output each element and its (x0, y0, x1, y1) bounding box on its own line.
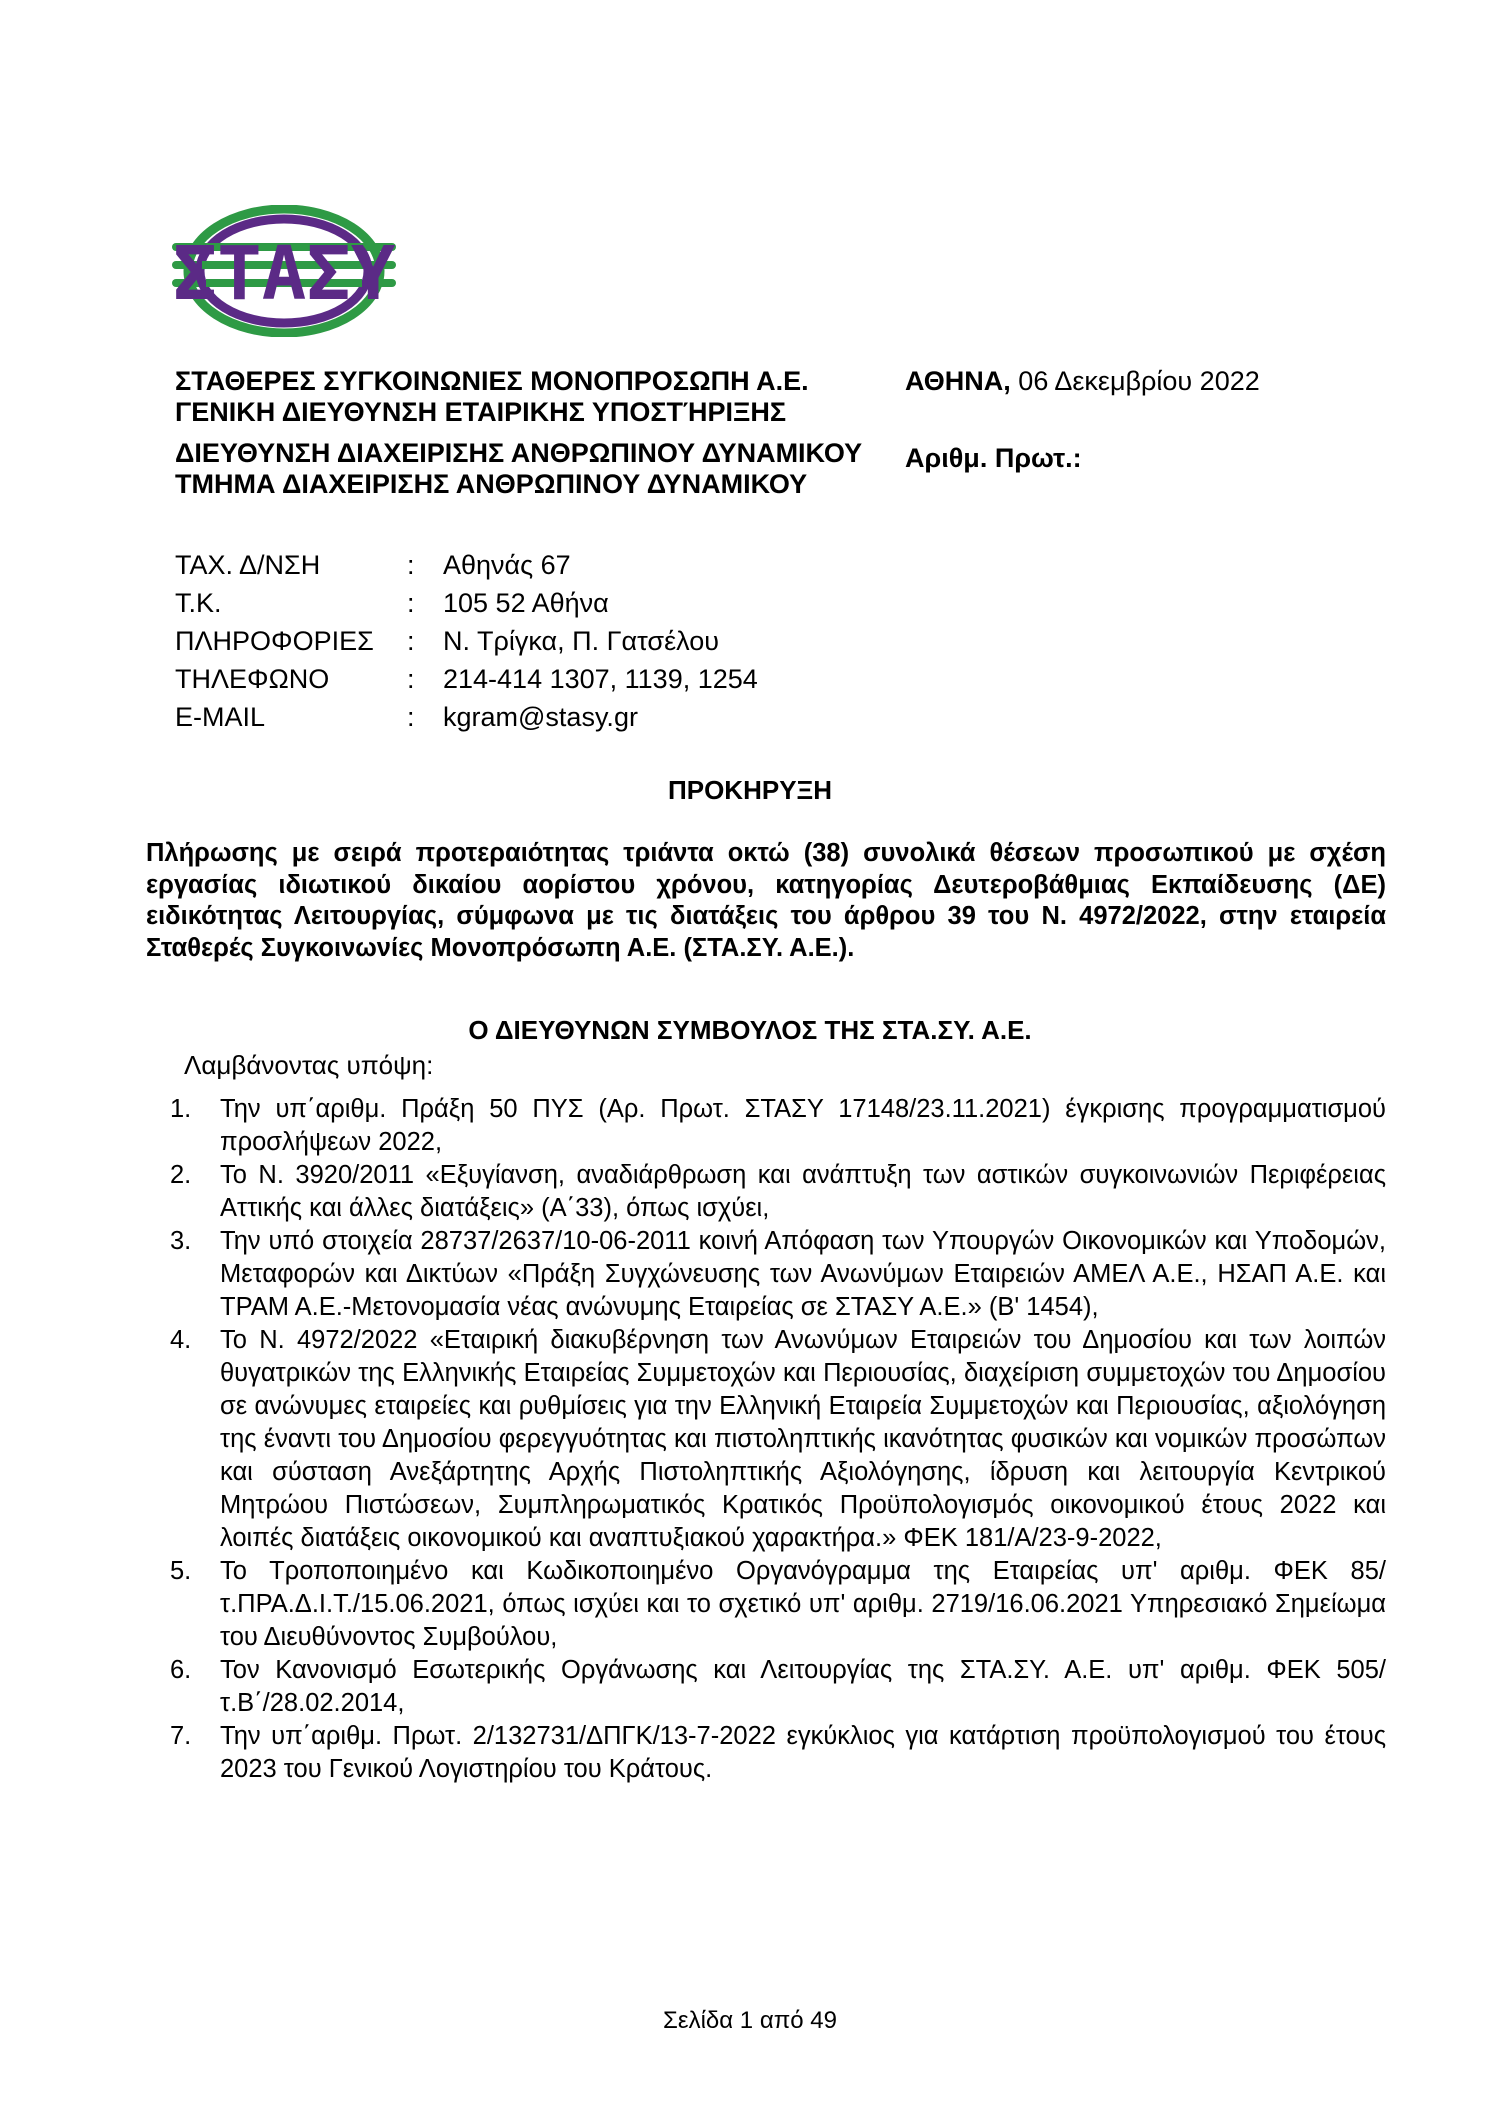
list-item (170, 1093, 1386, 1159)
item-text: Την υπ΄αριθμ. Πρωτ. 2/132731/ΔΠΓΚ/13-7-2022 εγκύκλιος για κατάρτιση προϋπολογισμού του έτους 2023 του Γενικού Λογιστηρίου του Κράτους. (220, 1722, 1386, 1783)
contact-label: Τ.Κ. (175, 587, 222, 618)
contact-email[interactable]: kgram@stasy.gr (443, 701, 638, 732)
list-item (170, 1555, 1386, 1654)
list-item (170, 1324, 1386, 1555)
item-number: 6. (170, 1656, 192, 1684)
org-line: ΣΤΑΘΕΡΕΣ ΣΥΓΚΟΙΝΩΝΙΕΣ ΜΟΝΟΠΡΟΣΩΠΗ Α.Ε. (175, 366, 809, 396)
stasy-logo (172, 205, 396, 337)
contact-value: Ν. Τρίγκα, Π. Γατσέλου (443, 625, 719, 656)
considering-label: Λαμβάνοντας υπόψη: (184, 1050, 434, 1080)
contact-row (175, 660, 758, 698)
contact-row (175, 584, 758, 622)
contact-row (175, 546, 758, 584)
city-label: ΑΘΗΝΑ, (905, 366, 1011, 396)
logo-text: ΣΤΑΣΥ (172, 231, 396, 317)
contact-label: ΤΗΛΕΦΩΝΟ (175, 663, 330, 694)
list-item (170, 1654, 1386, 1720)
item-number: 7. (170, 1722, 192, 1750)
contact-label: E-MAIL (175, 701, 266, 732)
contact-label: ΠΛΗΡΟΦΟΡΙΕΣ (175, 625, 374, 656)
item-number: 5. (170, 1557, 192, 1585)
announcement-title: ΠΡΟΚΗΡΥΞΗ (667, 775, 833, 805)
contact-separator: : (407, 587, 415, 618)
item-text: Το Τροποποιημένο και Κωδικοποιημένο Οργανόγραμμα της Εταιρείας υπ' αριθμ. ΦΕΚ 85/τ.ΠΡΑ.Δ.Ι.Τ./15.06.2021, όπως ισχύει και το σχετικό υπ' αριθμ. 2719/16.06.2021 Υπηρεσιακό Σημείωμα του Διευθύνοντος Συμβούλου, (220, 1557, 1386, 1651)
organization-header (175, 366, 865, 500)
org-line: ΓΕΝΙΚΗ ΔΙΕΥΘΥΝΣΗ ΕΤΑΙΡΙΚΗΣ ΥΠΟΣΤΉΡΙΞΗΣ (175, 397, 787, 427)
protocol-label: Αριθμ. Πρωτ.: (905, 443, 1082, 473)
item-text: Την υπ΄αριθμ. Πράξη 50 ΠΥΣ (Αρ. Πρωτ. ΣΤΑΣΥ 17148/23.11.2021) έγκρισης προγραμματισμού προσλήψεων 2022, (220, 1095, 1386, 1156)
date-block (905, 366, 1260, 474)
contact-separator: : (407, 663, 415, 694)
contact-separator: : (407, 701, 415, 732)
contact-value: Αθηνάς 67 (443, 549, 571, 580)
item-text: Το Ν. 3920/2011 «Εξυγίανση, αναδιάρθρωση και ανάπτυξη των αστικών συγκοινωνιών Περιφέρειας Αττικής και άλλες διατάξεις» (Α΄33), όπως ισχύει, (220, 1161, 1386, 1222)
contact-label: ΤΑΧ. Δ/ΝΣΗ (175, 549, 321, 580)
item-text: Τον Κανονισμό Εσωτερικής Οργάνωσης και Λειτουργίας της ΣΤΑ.ΣΥ. Α.Ε. υπ' αριθμ. ΦΕΚ 505/τ.Β΄/28.02.2014, (220, 1656, 1386, 1717)
ceo-title: Ο ΔΙΕΥΘΥΝΩΝ ΣΥΜΒΟΥΛΟΣ ΤΗΣ ΣΤΑ.ΣΥ. Α.Ε. (468, 1015, 1032, 1045)
considerations-list (170, 1093, 1386, 1786)
contact-row (175, 622, 758, 660)
contact-row (175, 698, 758, 736)
item-number: 2. (170, 1161, 192, 1189)
org-line: ΤΜΗΜΑ ΔΙΑΧΕΙΡΙΣΗΣ ΑΝΘΡΩΠΙΝΟΥ ΔΥΝΑΜΙΚΟΥ (175, 469, 808, 499)
org-line: ΔΙΕΥΘΥΝΣΗ ΔΙΑΧΕΙΡΙΣΗΣ ΑΝΘΡΩΠΙΝΟΥ ΔΥΝΑΜΙΚΟΥ (175, 438, 863, 468)
list-item (170, 1159, 1386, 1225)
document-date: 06 Δεκεμβρίου 2022 (1018, 366, 1260, 396)
item-text: Την υπό στοιχεία 28737/2637/10-06-2011 κοινή Απόφαση των Υπουργών Οικονομικών και Υποδομών, Μεταφορών και Δικτύων «Πράξη Συγχώνευσης των Ανωνύμων Εταιρειών ΑΜΕΛ Α.Ε., ΗΣΑΠ Α.Ε. και ΤΡΑΜ Α.Ε.-Μετονομασία νέας ανώνυμης Εταιρείας σε ΣΤΑΣΥ Α.Ε.» (Β' 1454), (220, 1227, 1386, 1321)
contact-value: 214-414 1307, 1139, 1254 (443, 663, 758, 694)
contact-value: 105 52 Αθήνα (443, 587, 609, 618)
list-item (170, 1225, 1386, 1324)
list-item (170, 1720, 1386, 1786)
item-number: 1. (170, 1095, 192, 1123)
contact-details (175, 546, 758, 736)
page-number: Σελίδα 1 από 49 (663, 2007, 837, 2034)
item-number: 3. (170, 1227, 192, 1255)
contact-separator: : (407, 549, 415, 580)
item-number: 4. (170, 1326, 192, 1354)
announcement-subject: Πλήρωσης με σειρά προτεραιότητας τριάντα οκτώ (38) συνολικά θέσεων προσωπικού με σχέση εργασίας ιδιωτικού δικαίου αορίστου χρόνου, κατηγορίας Δευτεροβάθμιας Εκπαίδευσης (ΔΕ) ειδικότητας Λειτουργίας, σύμφωνα με τις διατάξεις του άρθρου 39 του Ν. 4972/2022, στην εταιρεία Σταθερές Συγκοινωνίες Μονοπρόσωπη Α.Ε. (ΣΤΑ.ΣΥ. Α.Ε.). (146, 839, 1386, 962)
contact-separator: : (407, 625, 415, 656)
item-text: Το Ν. 4972/2022 «Εταιρική διακυβέρνηση των Ανωνύμων Εταιρειών του Δημοσίου και των λοιπών θυγατρικών της Ελληνικής Εταιρείας Συμμετοχών και Περιουσίας, διαχείριση συμμετοχών του Δημοσίου σε ανώνυμες εταιρείες και ρυθμίσεις για την Ελληνική Εταιρεία Συμμετοχών και Περιουσίας, αξιολόγηση της έναντι του Δημοσίου φερεγγυότητας και πιστοληπτικής ικανότητας φυσικών και νομικών προσώπων και σύσταση Ανεξάρτητης Αρχής Πιστοληπτικής Αξιολόγησης, ίδρυση και λειτουργία Κεντρικού Μητρώου Πιστώσεων, Συμπληρωματικός Κρατικός Προϋπολογισμός οικονομικού έτους 2022 και λοιπές διατάξεις οικονομικού και αναπτυξιακού χαρακτήρα.» ΦΕΚ 181/Α/23-9-2022, (220, 1326, 1386, 1552)
